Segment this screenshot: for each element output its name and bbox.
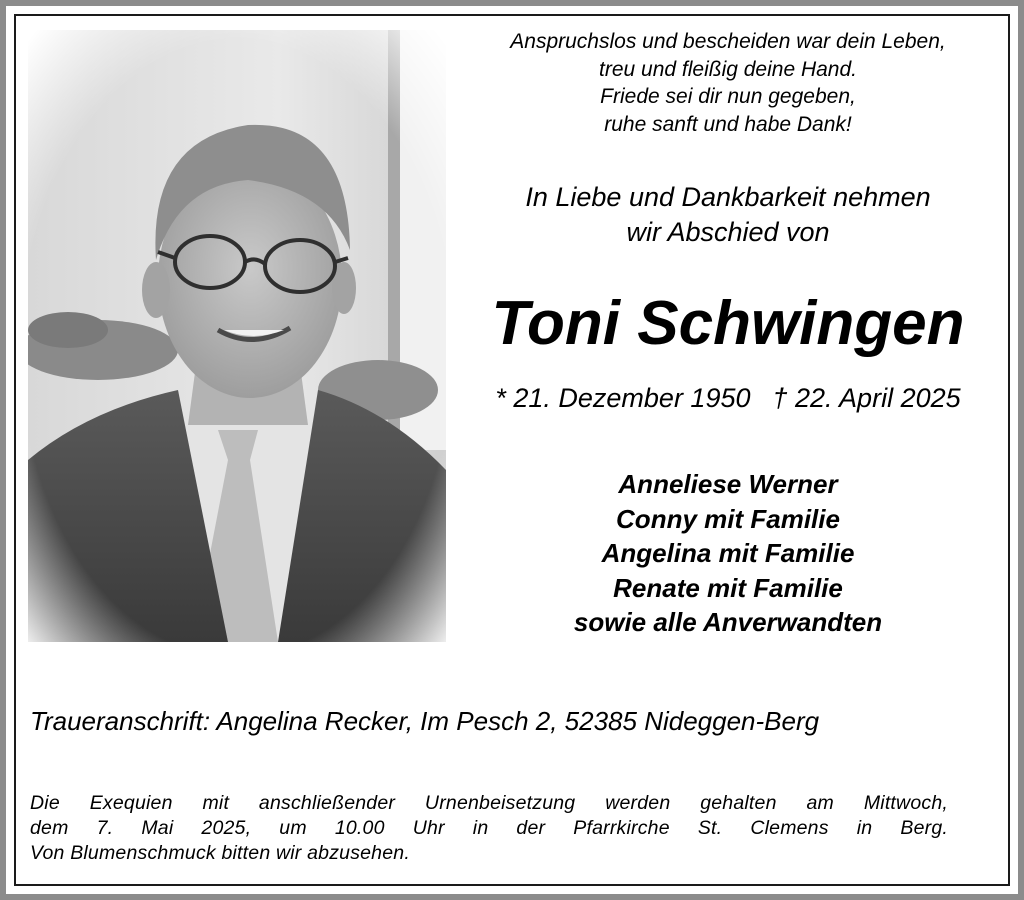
service-line: Die Exequien mit anschließender Urnenbeisetzung werden gehalten am Mittwoch, [30, 792, 948, 814]
mourner: Anneliese Werner [618, 469, 838, 499]
birth-date: * 21. Dezember 1950 [495, 383, 751, 413]
service-details [30, 791, 948, 866]
farewell-text [458, 180, 998, 250]
mourner: Renate mit Familie [613, 572, 843, 603]
death-date: † 22. April 2025 [772, 383, 961, 413]
life-dates [458, 380, 998, 416]
portrait-photo [28, 30, 446, 642]
deceased-name: Toni Schwingen [491, 289, 965, 358]
poem-line: ruhe sanft und habe Dank! [604, 112, 852, 136]
mourner: Conny mit Familie [616, 503, 840, 534]
mourning-address: Traueranschrift: Angelina Recker, Im Pesch 2, 52385 Nideggen-Berg [30, 706, 820, 736]
service-line: Von Blumenschmuck bitten wir abzusehen. [30, 842, 410, 864]
farewell-line: wir Abschied von [626, 217, 830, 247]
poem-line: Friede sei dir nun gegeben, [600, 85, 856, 108]
poem-line: Anspruchslos und bescheiden war dein Leben, [510, 30, 946, 53]
farewell-line: In Liebe und Dankbarkeit nehmen [525, 182, 931, 212]
poem-line: treu und fleißig deine Hand. [599, 57, 857, 81]
mourner: Angelina mit Familie [601, 538, 855, 568]
poem [458, 28, 998, 138]
service-line: dem 7. Mai 2025, um 10.00 Uhr in der Pfarrkirche St. Clemens in Berg. [30, 817, 948, 839]
mourners-list [458, 467, 998, 640]
mourner: sowie alle Anverwandten [573, 607, 883, 637]
